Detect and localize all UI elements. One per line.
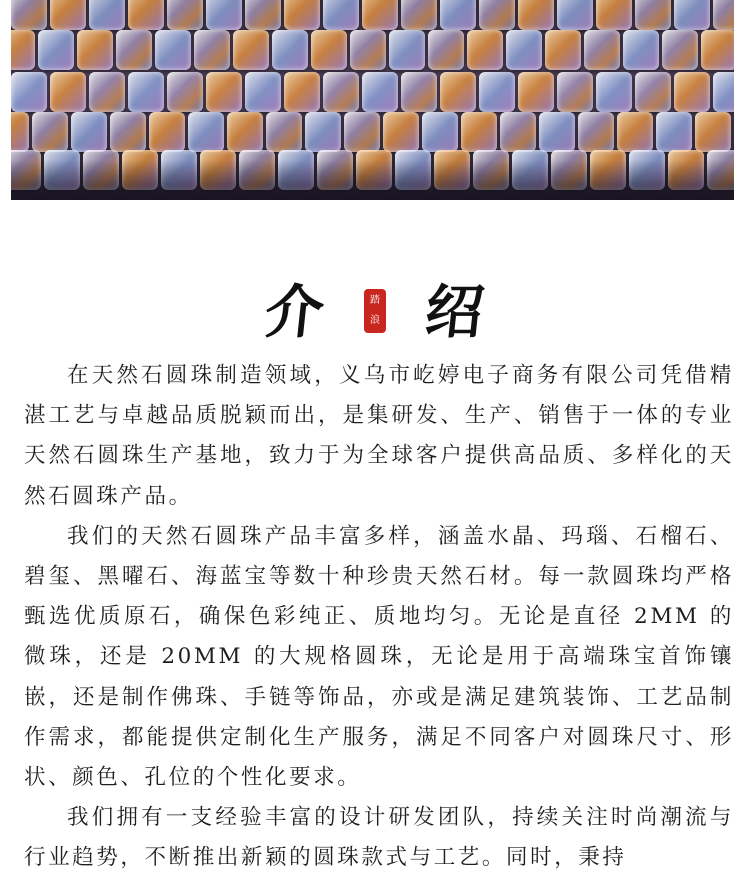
bead bbox=[233, 30, 269, 70]
bead bbox=[89, 0, 125, 30]
bead bbox=[545, 30, 581, 70]
bead bbox=[362, 72, 398, 112]
bead bbox=[596, 0, 632, 30]
heading-char-right: 绍 bbox=[421, 278, 488, 346]
bead bbox=[206, 0, 242, 30]
bead bbox=[440, 72, 476, 112]
bead bbox=[596, 72, 632, 112]
bead bbox=[401, 0, 437, 30]
bead bbox=[266, 112, 302, 152]
bead bbox=[623, 30, 659, 70]
bead bbox=[272, 30, 308, 70]
bead bbox=[11, 72, 47, 112]
bead bbox=[245, 72, 281, 112]
bead bbox=[323, 0, 359, 30]
bead bbox=[479, 0, 515, 30]
bead bbox=[584, 30, 620, 70]
bead bbox=[305, 112, 341, 152]
paragraph-3: 我们拥有一支经验丰富的设计研发团队，持续关注时尚潮流与行业趋势，不断推出新颖的圆珠款式与工艺。同时，秉持 bbox=[24, 805, 734, 871]
bead bbox=[50, 72, 86, 112]
seal-glyph: 浪 bbox=[370, 315, 380, 326]
bead bbox=[674, 72, 710, 112]
bead bbox=[617, 112, 653, 152]
bead bbox=[245, 0, 281, 30]
bead bbox=[479, 72, 515, 112]
red-seal-stamp bbox=[364, 289, 386, 333]
bead bbox=[518, 72, 554, 112]
bead bbox=[506, 30, 542, 70]
bead bbox=[635, 72, 671, 112]
bead bbox=[674, 0, 710, 30]
bead bbox=[635, 0, 671, 30]
bead bbox=[188, 112, 224, 152]
bead bbox=[362, 0, 398, 30]
bead bbox=[284, 0, 320, 30]
bead bbox=[701, 30, 734, 70]
bead bbox=[149, 112, 185, 152]
bead bbox=[695, 112, 731, 152]
bead bbox=[50, 0, 86, 30]
bead bbox=[11, 30, 35, 70]
photo-shade bbox=[11, 160, 734, 200]
heading-char-left: 介 bbox=[261, 278, 328, 346]
bead bbox=[440, 0, 476, 30]
bead bbox=[38, 30, 74, 70]
bead bbox=[428, 30, 464, 70]
bead bbox=[389, 30, 425, 70]
bead bbox=[578, 112, 614, 152]
bead bbox=[383, 112, 419, 152]
bead bbox=[662, 30, 698, 70]
bead bbox=[713, 72, 734, 112]
bead bbox=[557, 0, 593, 30]
bead bbox=[155, 30, 191, 70]
bead bbox=[32, 112, 68, 152]
bead bbox=[284, 72, 320, 112]
bead bbox=[518, 0, 554, 30]
bead bbox=[128, 72, 164, 112]
bead bbox=[167, 72, 203, 112]
section-heading bbox=[0, 272, 750, 346]
bead bbox=[539, 112, 575, 152]
bead bbox=[311, 30, 347, 70]
bead bbox=[656, 112, 692, 152]
bead bbox=[401, 72, 437, 112]
bead bbox=[461, 112, 497, 152]
bead bbox=[500, 112, 536, 152]
bead bbox=[128, 0, 164, 30]
bead-row bbox=[11, 0, 734, 34]
bead bbox=[77, 30, 113, 70]
product-photo bbox=[11, 0, 734, 200]
paragraph-2: 我们的天然石圆珠产品丰富多样，涵盖水晶、玛瑙、石榴石、碧玺、黑曜石、海蓝宝等数十种珍贵天然石材。每一款圆珠均严格甄选优质原石，确保色彩纯正、质地均匀。无论是直径 2MM 的微珠，还是 20MM 的大规格圆珠，无论是用于高端珠宝首饰镶嵌，还是制作佛珠、手链等饰品，亦或是满足建筑装饰、工艺品制作需求，都能提供定制化生产服务，满足不同客户对圆珠尺寸、形状、颜色、孔位的个性化要求。 bbox=[24, 523, 734, 791]
bead bbox=[227, 112, 263, 152]
bead bbox=[467, 30, 503, 70]
bead bbox=[11, 0, 47, 30]
bead bbox=[557, 72, 593, 112]
seal-glyph: 踏 bbox=[370, 295, 380, 306]
bead bbox=[206, 72, 242, 112]
bead bbox=[116, 30, 152, 70]
bead bbox=[194, 30, 230, 70]
bead bbox=[167, 0, 203, 30]
bead-row bbox=[11, 72, 734, 116]
bead bbox=[110, 112, 146, 152]
bead bbox=[422, 112, 458, 152]
intro-text bbox=[24, 356, 734, 879]
bead bbox=[323, 72, 359, 112]
bead bbox=[713, 0, 734, 30]
bead bbox=[344, 112, 380, 152]
bead bbox=[350, 30, 386, 70]
paragraph-1: 在天然石圆珠制造领域，义乌市屹婷电子商务有限公司凭借精湛工艺与卓越品质脱颖而出，是集研发、生产、销售于一体的专业天然石圆珠生产基地，致力于为全球客户提供高品质、多样化的天然石圆珠产品。 bbox=[24, 363, 734, 509]
bead bbox=[89, 72, 125, 112]
bead bbox=[11, 112, 29, 152]
bead-row bbox=[11, 30, 722, 74]
bead bbox=[71, 112, 107, 152]
